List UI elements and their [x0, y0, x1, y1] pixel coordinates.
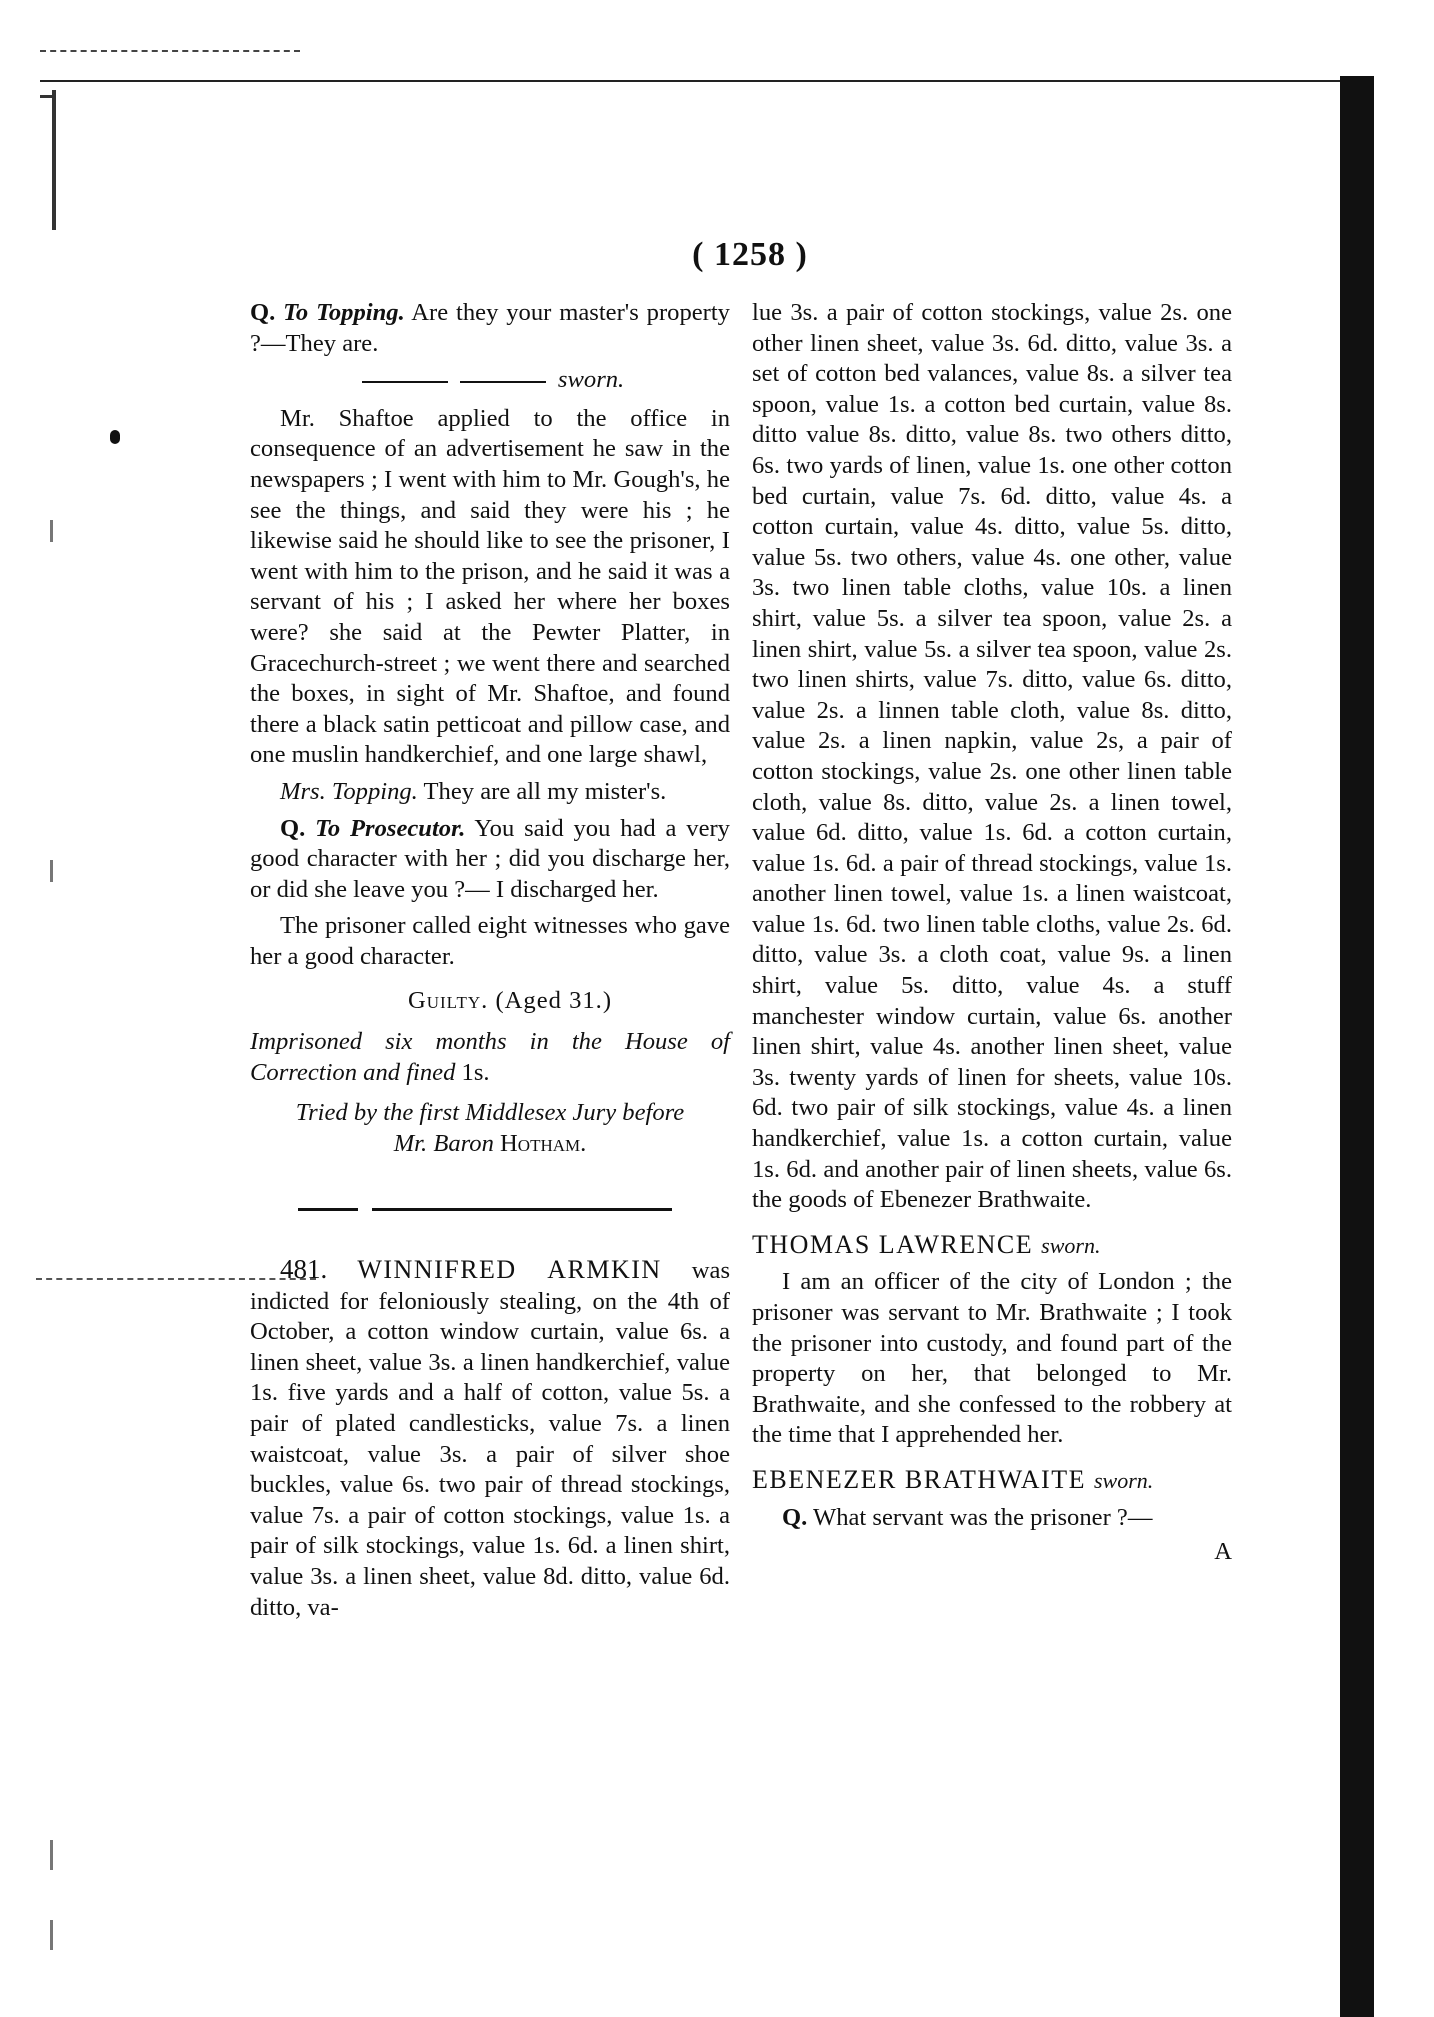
right-column [752, 298, 1232, 1568]
mrs-topping-statement: Mrs. Topping. They are all my mister's. [280, 777, 667, 805]
question-to-brathwaite: Q. What servant was the prisoner ?— [782, 1503, 1153, 1531]
scan-artifact-tick [50, 1840, 53, 1870]
question-to-prosecutor: Q. To Prosecutor. You said you had a very good character with her ; did you discharge her, or did she leave you ?— I discharged her. [250, 814, 730, 903]
case-481-indictment: 481. WINNIFRED ARMKIN was indicted for feloniously stealing, on the 4th of October, a cotton window curtain, value 6s. a linen sheet, value 3s. a linen handkerchief, value 1s. five yards and a half of cotton, value 5s. a pair of plated candlesticks, value 7s. a linen waistcoat, value 3s. a pair of silver shoe buckles, value 6s. two pair of thread stockings, value 7s. a pair of cotton stockings, value 1s. a pair of silk stockings, value 1s. 6d. a linen shirt, value 3s. a linen sheet, value 8d. ditto, value 6d. ditto, va- [250, 1254, 731, 1621]
question-to-topping: Q. To Topping. Are they your master's property ?—They are. [250, 299, 730, 357]
scan-artifact-left-edge [52, 90, 56, 230]
scan-artifact-dot [110, 430, 120, 444]
sentence: Imprisoned six months in the House of Correction and fined 1s. [250, 1028, 730, 1086]
scan-artifact-left-mark [40, 95, 56, 98]
scan-binding-shadow [1340, 76, 1374, 2017]
defendant-name: WINNIFRED ARMKIN [357, 1255, 662, 1285]
scan-artifact-tick [50, 520, 53, 542]
sworn-marker: sworn. [250, 365, 730, 396]
witness-heading-lawrence: THOMAS LAWRENCE sworn. [752, 1229, 1101, 1259]
tried-before-line-2: Mr. Baron Hotham. [393, 1129, 587, 1157]
case-separator-rule [298, 1193, 678, 1224]
character-witnesses: The prisoner called eight witnesses who gave her a good character. [250, 912, 730, 970]
scan-artifact-tick [50, 860, 53, 882]
catchword: A [1214, 1538, 1232, 1566]
verdict: Guilty. (Aged 31.) [407, 987, 613, 1015]
page-top-rule [40, 80, 1340, 82]
indictment-continuation: lue 3s. a pair of cotton stockings, value 2s. one other linen sheet, value 3s. 6d. ditto, value 3s. a set of cotton bed valances, value 8s. a silver tea spoon, value 1s. a cotton bed curtain, value 8s. ditto value 8s. ditto, value 8s. two others ditto, 6s. two yards of linen, value 1s. one other cotton bed curtain, value 7s. 6d. ditto, value 4s. a cotton curtain, value 4s. ditto, value 5s. ditto, value 5s. two others, value 4s. one other, value 3s. two linen table cloths, value 10s. a linen shirt, value 5s. a silver tea spoon, value 2s. a linen shirt, value 5s. a silver tea spoon, value 2s. two linen shirts, value 7s. ditto, value 6s. ditto, value 2s. a linnen table cloth, value 8s. ditto, value 2s. a linen napkin, value 2s, a pair of cotton stockings, value 2s. one other linen table cloth, value 8s. ditto, value 2s. a linen towel, value 6d. ditto, value 1s. 6d. a cotton curtain, value 1s. 6d. a pair of thread stockings, value 1s. another linen towel, value 1s. a linen waistcoat, value 1s. 6d. two linen table cloths, value 2s. 6d. ditto, value 3s. a cloth coat, value 9s. a linen shirt, value 5s. ditto, value 4s. a stuff manchester window curtain, value 6s. another linen shirt, value 4s. another linen sheet, value 3s. twenty yards of linen for sheets, value 10s. 6d. two pair of silk stockings, value 4s. a linen handkerchief, value 1s. a cotton curtain, value 1s. 6d. and another pair of linen sheets, value 6s. the goods of Ebenezer Brathwaite. [752, 299, 1232, 1214]
tried-before-line-1: Tried by the first Middlesex Jury before [295, 1099, 685, 1127]
left-column [250, 298, 730, 1629]
page-number: ( 1258 ) [692, 236, 808, 273]
scan-artifact-tick [50, 1920, 53, 1950]
witness-heading-brathwaite: EBENEZER BRATHWAITE sworn. [752, 1464, 1154, 1494]
testimony-paragraph: Mr. Shaftoe applied to the office in consequence of an advertisement he saw in the newspapers ; I went with him to Mr. Gough's, he see the things, and said they were his ; he likewise said he should like to see the prisoner, I went with him to the prison, and he said it was a servant of his ; I asked her where her boxes were? she said at the Pewter Platter, in Gracechurch-street ; we went there and searched the boxes, in sight of Mr. Shaftoe, and found there a black satin petticoat and pillow case, and one muslin handkerchief, and one large shawl, [250, 404, 730, 769]
lawrence-testimony: I am an officer of the city of London ; the prisoner was servant to Mr. Brathwaite ; I took the prisoner into custody, and found part of the property on her, that belonged to Mr. Brathwaite, and she confessed to the robbery at the time that I apprehended her. [752, 1268, 1232, 1449]
scan-artifact-top [40, 50, 300, 52]
